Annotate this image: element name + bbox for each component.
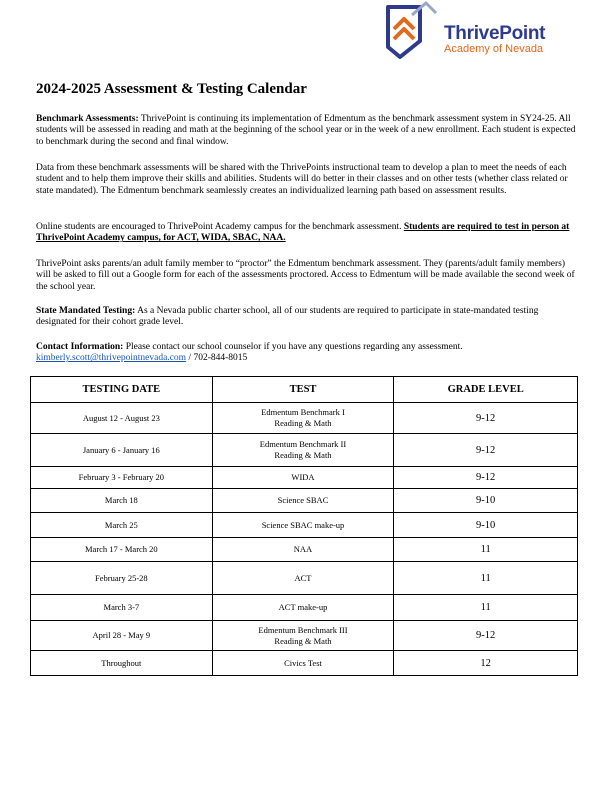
table-row	[31, 651, 578, 676]
test-cell: ACT	[212, 562, 394, 595]
grade-level-cell: 11	[394, 538, 578, 562]
table-row	[31, 403, 578, 434]
benchmark-text: ThrivePoint is continuing its implementation of Edmentum as the benchmark assessment system in SY24-25. All students will be assessed in reading and math at the beginning of the school year or in the week of a new enrollment. Each student is expected to benchmark during the second and final window.	[36, 114, 576, 147]
test-subjects: Reading & Math	[274, 635, 332, 646]
test-name: Edmentum Benchmark III	[258, 624, 348, 635]
test-cell: Science SBAC make-up	[212, 513, 394, 538]
testing-date-cell: August 12 - August 23	[31, 403, 213, 434]
testing-date-cell: April 28 - May 9	[31, 621, 213, 651]
header-test: TEST	[212, 377, 394, 403]
test-cell: ACT make-up	[212, 595, 394, 621]
test-name: Edmentum Benchmark I	[261, 407, 345, 417]
grade-level-cell: 9-12	[394, 434, 578, 467]
table-row	[31, 538, 578, 562]
nevada-shape-icon	[386, 1, 442, 61]
grade-level-cell: 9-12	[394, 621, 578, 651]
test-cell: Science SBAC	[212, 489, 394, 513]
testing-date-cell: March 3-7	[31, 595, 213, 621]
testing-date-cell: February 3 - February 20	[31, 467, 213, 489]
grade-level-cell: 9-12	[394, 467, 578, 489]
testing-date-cell: Throughout	[31, 651, 213, 676]
contact-text: Please contact our school counselor if you have any questions regarding any assessment.	[123, 342, 463, 352]
contact-label: Contact Information:	[36, 342, 124, 352]
contact-paragraph	[36, 342, 576, 365]
logo-name: ThrivePoint	[444, 23, 546, 44]
grade-level-cell: 9-12	[394, 403, 578, 434]
grade-level-cell: 9-10	[394, 513, 578, 538]
in-person-requirement: Students are required to test in person at ThrivePoint Academy campus, for ACT, WIDA, SBAC, NAA.	[36, 222, 570, 244]
table-row	[31, 562, 578, 595]
table-header-row	[31, 377, 578, 403]
online-paragraph	[36, 222, 576, 245]
testing-date-cell: March 17 - March 20	[31, 538, 213, 562]
test-name: Edmentum Benchmark II	[259, 439, 347, 449]
grade-level-cell: 11	[394, 562, 578, 595]
benchmark-label: Benchmark Assessments:	[36, 114, 139, 124]
proctor-paragraph: ThrivePoint asks parents/an adult family member to “proctor” the Edmentum benchmark assessment. They (parents/adult family members) will be asked to fill out a Google form for each of the assessments proctored. Access to Edmentum will be made available the second week of the school year.	[36, 259, 575, 292]
test-cell: NAA	[212, 538, 394, 562]
testing-calendar-table	[30, 376, 578, 676]
grade-level-cell: 11	[394, 595, 578, 621]
counselor-phone: / 702-844-8015	[186, 353, 248, 364]
table-row	[31, 595, 578, 621]
page-title: 2024-2025 Assessment & Testing Calendar	[36, 81, 307, 97]
table-row	[31, 467, 578, 489]
table-row	[31, 513, 578, 538]
header-testing-date: TESTING DATE	[31, 377, 213, 403]
state-testing-paragraph	[36, 306, 576, 329]
table-row	[31, 621, 578, 651]
counselor-email-link[interactable]: kimberly.scott@thrivepointnevada.com	[36, 353, 187, 364]
logo-subtitle: Academy of Nevada	[444, 43, 544, 55]
grade-level-cell: 12	[394, 651, 578, 676]
test-cell	[212, 403, 394, 434]
table-row	[31, 489, 578, 513]
table-row	[31, 434, 578, 467]
data-paragraph: Data from these benchmark assessments will be shared with the ThrivePoints instructional team to develop a plan to meet the needs of each student and to help them improve their skills and abilities. Students will do better in their classes and on other tests (whether class related or state mandated). The Edmentum benchmark seamlessly creates an individualized learning path based on assessment results.	[36, 163, 568, 196]
test-subjects: Reading & Math	[274, 418, 332, 428]
testing-date-cell: March 18	[31, 489, 213, 513]
test-cell	[212, 621, 394, 651]
test-cell	[212, 434, 394, 467]
header-grade-level: GRADE LEVEL	[394, 377, 578, 403]
state-testing-label: State Mandated Testing:	[36, 306, 136, 316]
test-cell: WIDA	[212, 467, 394, 489]
state-testing-text: As a Nevada public charter school, all of our students are required to participate in state-mandated testing designated for their cohort grade level.	[36, 306, 539, 328]
testing-date-cell: January 6 - January 16	[31, 434, 213, 467]
grade-level-cell: 9-10	[394, 489, 578, 513]
online-text: Online students are encouraged to ThrivePoint Academy campus for the benchmark assessment.	[36, 222, 404, 232]
benchmark-paragraph	[36, 114, 576, 148]
test-cell: Civics Test	[212, 651, 394, 676]
test-subjects: Reading & Math	[274, 450, 332, 460]
school-logo	[386, 1, 586, 61]
testing-date-cell: February 25-28	[31, 562, 213, 595]
testing-date-cell: March 25	[31, 513, 213, 538]
